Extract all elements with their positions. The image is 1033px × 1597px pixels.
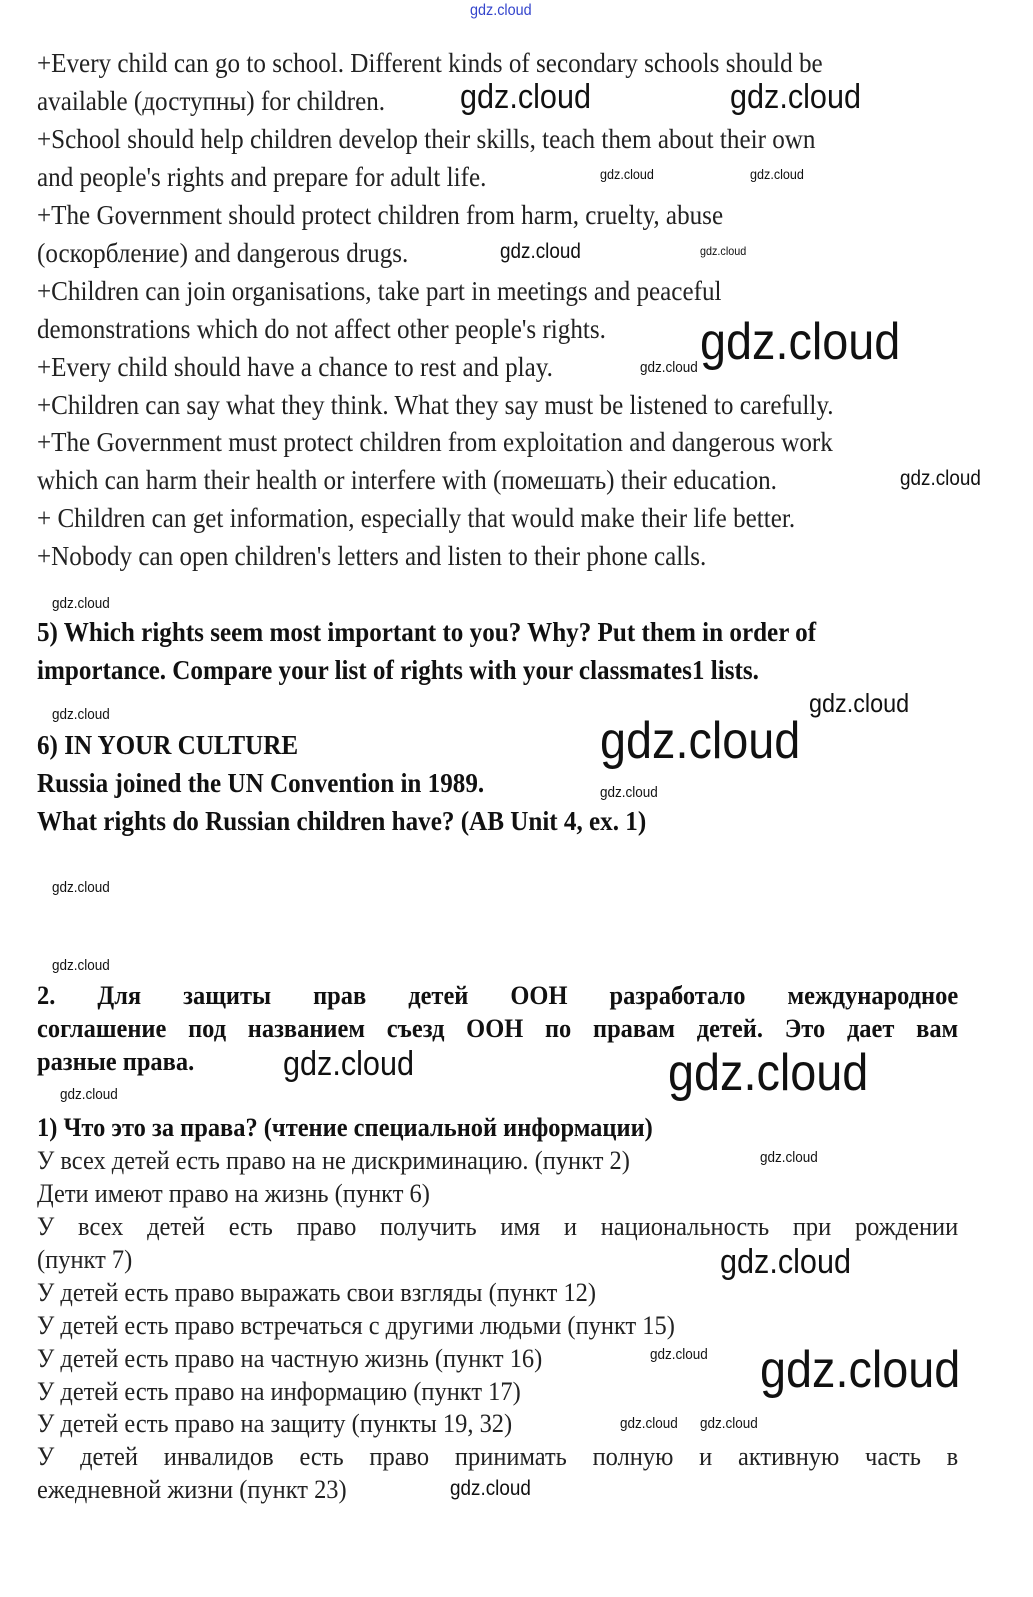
task6-text: Russia joined the UN Convention in 1989. (37, 768, 485, 798)
right-line: + Children can get information, especially that would make their life better. (37, 503, 796, 533)
russian-right-line: Дети имеют право на жизнь (пункт 6) (37, 1179, 430, 1208)
watermark: gdz.cloud (450, 1477, 531, 1500)
watermark: gdz.cloud (640, 359, 698, 376)
task6-heading: 6) IN YOUR CULTURE (37, 730, 299, 760)
right-line: +Nobody can open children's letters and listen to their phone calls. (37, 541, 707, 571)
subheading: 1) Что это за права? (чтение специальной информации) (37, 1113, 653, 1142)
right-line: +Children can join organisations, take part in meetings and peaceful (37, 276, 722, 306)
right-line: +The Government must protect children from exploitation and dangerous work (37, 427, 833, 457)
right-line: +Every child should have a chance to rest and play. (37, 352, 553, 382)
russian-right-line: У детей есть право на информацию (пункт 17) (37, 1377, 521, 1406)
russian-right-line: У детей есть право на защиту (пункты 19, 32) (37, 1409, 513, 1438)
watermark: gdz.cloud (600, 712, 801, 770)
watermark: gdz.cloud (600, 166, 654, 182)
russian-right-line: ежедневной жизни (пункт 23) (37, 1475, 347, 1504)
russian-right-line: (пункт 7) (37, 1245, 133, 1274)
watermark: gdz.cloud (500, 240, 581, 263)
watermark: gdz.cloud (668, 1044, 869, 1102)
watermark: gdz.cloud (600, 784, 658, 801)
watermark: gdz.cloud (720, 1243, 851, 1281)
russian-right-line: У детей есть право на частную жизнь (пункт 16) (37, 1344, 543, 1373)
watermark: gdz.cloud (650, 1346, 708, 1363)
watermark: gdz.cloud (900, 467, 981, 490)
russian-right-line: У детей инвалидов есть право принимать полную и активную часть в (37, 1442, 959, 1471)
watermark: gdz.cloud (760, 1149, 818, 1166)
watermark: gdz.cloud (700, 1415, 758, 1432)
right-line: which can harm their health or interfere with (помешать) their education. (37, 465, 777, 495)
watermark: gdz.cloud (460, 78, 591, 116)
right-line: (оскорбление) and dangerous drugs. (37, 238, 409, 268)
task5-heading: 5) Which rights seem most important to you? Why? Put them in order of (37, 617, 817, 647)
russian-right-line: У детей есть право встречаться с другими людьми (пункт 15) (37, 1311, 675, 1340)
watermark: gdz.cloud (52, 595, 110, 612)
right-line: +Every child can go to school. Different kinds of secondary schools should be (37, 48, 823, 78)
right-line: demonstrations which do not affect other people's rights. (37, 314, 606, 344)
watermark: gdz.cloud (760, 1341, 961, 1399)
russian-right-line: У всех детей есть право на не дискриминацию. (пункт 2) (37, 1146, 630, 1175)
task6-question: What rights do Russian children have? (AB Unit 4, ex. 1) (37, 806, 647, 836)
watermark: gdz.cloud (700, 313, 901, 371)
watermark: gdz.cloud (809, 688, 910, 718)
russian-right-line: У всех детей есть право получить имя и национальность при рождении (37, 1212, 959, 1241)
right-line: +Children can say what they think. What they say must be listened to carefully. (37, 390, 834, 420)
right-line: and people's rights and prepare for adult life. (37, 162, 487, 192)
watermark: gdz.cloud (52, 957, 110, 974)
section2-heading: соглашение под названием съезд ООН по правам детей. Это дает вам (37, 1014, 959, 1043)
right-line: +The Government should protect children from harm, cruelty, abuse (37, 200, 724, 230)
section2-heading: разные права. (37, 1047, 195, 1076)
watermark-top: gdz.cloud (470, 2, 532, 19)
watermark: gdz.cloud (52, 706, 110, 723)
watermark: gdz.cloud (620, 1415, 678, 1432)
right-line: +School should help children develop their skills, teach them about their own (37, 124, 816, 154)
watermark: gdz.cloud (750, 166, 804, 182)
watermark: gdz.cloud (700, 244, 747, 258)
watermark: gdz.cloud (283, 1045, 414, 1083)
watermark: gdz.cloud (52, 879, 110, 896)
section2-heading: 2. Для защиты прав детей ООН разработало международное (37, 981, 959, 1010)
watermark: gdz.cloud (60, 1086, 118, 1103)
russian-right-line: У детей есть право выражать свои взгляды (пункт 12) (37, 1278, 597, 1307)
task5-heading: importance. Compare your list of rights with your classmates1 lists. (37, 655, 759, 685)
right-line: available (доступны) for children. (37, 86, 386, 116)
watermark: gdz.cloud (730, 78, 861, 116)
